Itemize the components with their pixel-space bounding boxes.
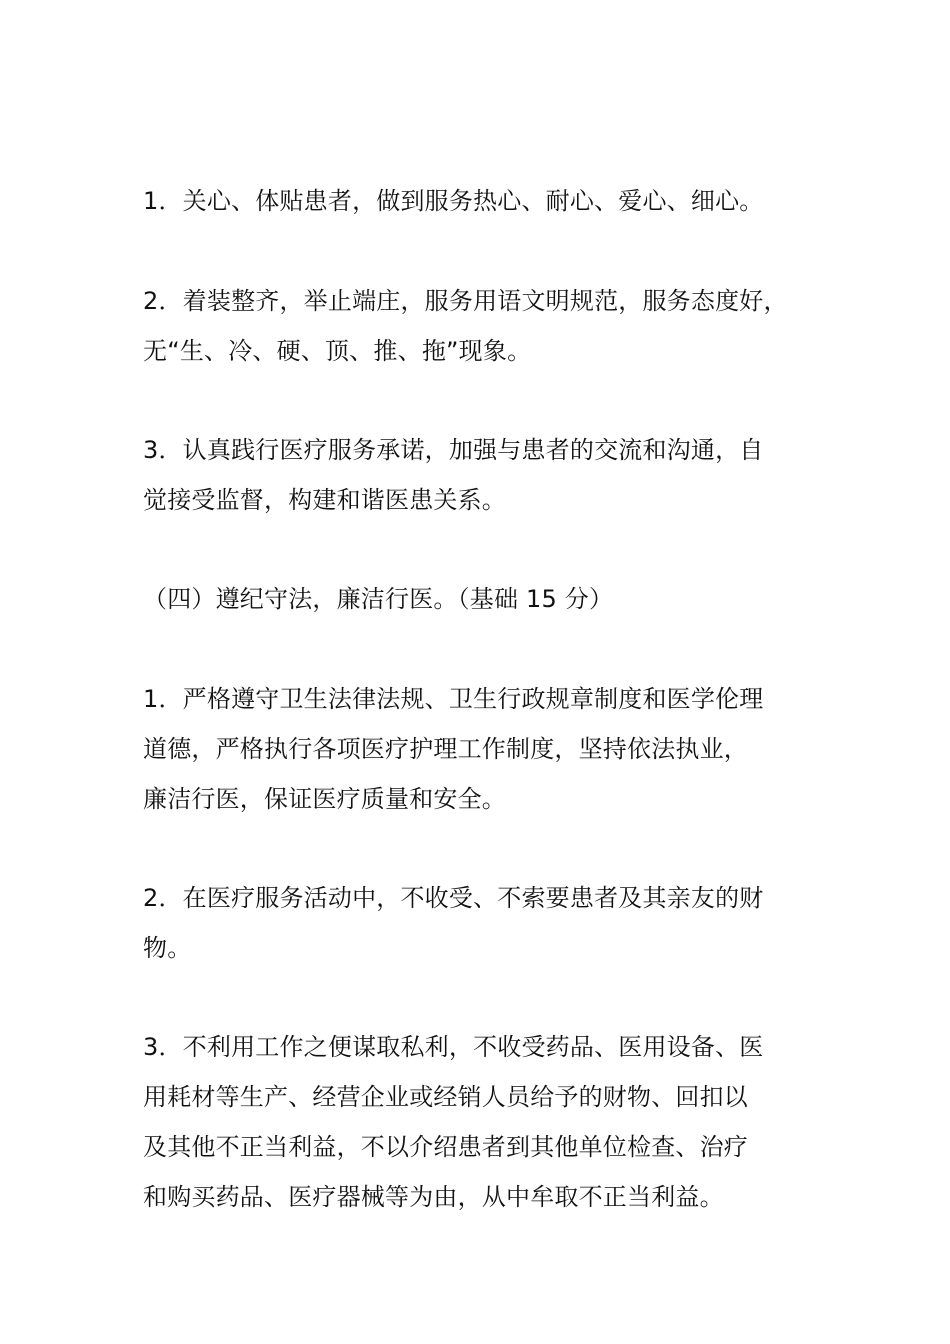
text-line: 1．关心、体贴患者，做到服务热心、耐心、爱心、细心。	[143, 187, 764, 215]
text-line: 和购买药品、医疗器械等为由，从中牟取不正当利益。	[143, 1183, 724, 1211]
section-heading-text: （四）遵纪守法，廉洁行医。（基础 15 分）	[143, 585, 614, 613]
text-line: 觉接受监督，构建和谐医患关系。	[143, 486, 506, 514]
paragraph-no-gifts	[143, 873, 843, 973]
text-line: 及其他不正当利益，不以介绍患者到其他单位检查、治疗	[143, 1133, 748, 1161]
paragraph-care-patients	[143, 176, 843, 226]
text-line: 2．着装整齐，举止端庄，服务用语文明规范，服务态度好，	[143, 287, 788, 315]
text-line: 2．在医疗服务活动中，不收受、不索要患者及其亲友的财	[143, 884, 764, 912]
text-line: 用耗材等生产、经营企业或经销人员给予的财物、回扣以	[143, 1083, 748, 1111]
text-line: 1．严格遵守卫生法律法规、卫生行政规章制度和医学伦理	[143, 685, 764, 713]
text-line: 物。	[143, 934, 192, 962]
section-heading	[143, 574, 843, 624]
paragraph-dress-conduct	[143, 276, 843, 376]
text-line: 无“生、冷、硬、顶、推、拖”现象。	[143, 337, 532, 365]
text-line: 3．不利用工作之便谋取私利，不收受药品、医用设备、医	[143, 1033, 764, 1061]
text-line: 3．认真践行医疗服务承诺，加强与患者的交流和沟通，自	[143, 436, 764, 464]
paragraph-no-private-gain	[143, 1022, 843, 1222]
paragraph-obey-laws	[143, 674, 843, 824]
text-line: 道德，严格执行各项医疗护理工作制度，坚持依法执业，	[143, 735, 748, 763]
paragraph-service-promise	[143, 425, 843, 525]
text-line: 廉洁行医，保证医疗质量和安全。	[143, 785, 506, 813]
